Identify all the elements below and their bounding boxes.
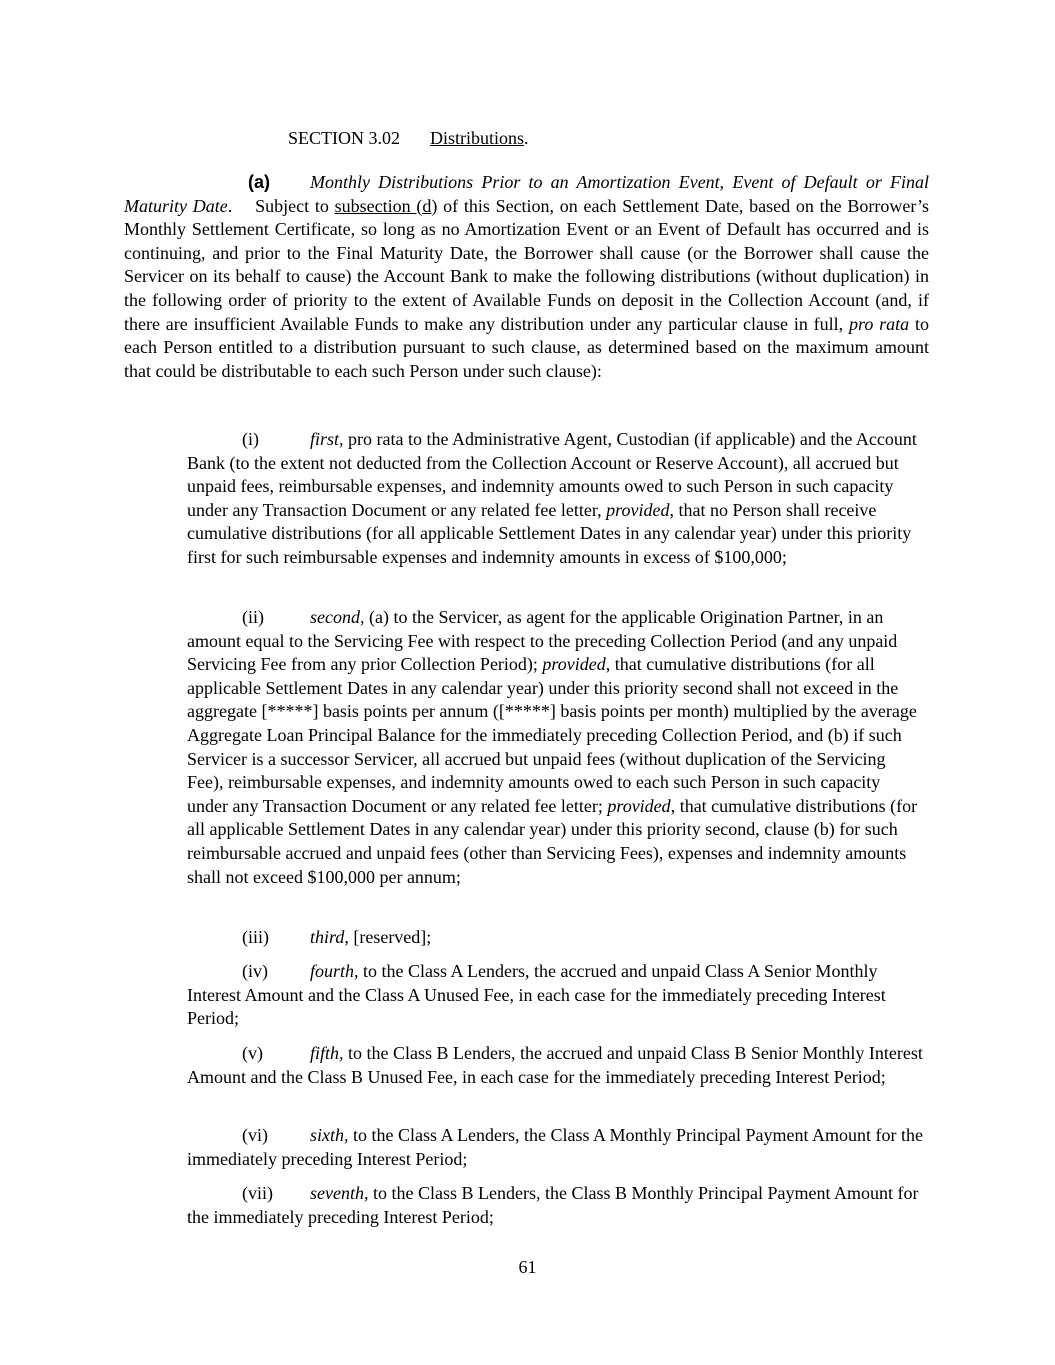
proviso-term: provided [607, 795, 671, 816]
item-ordinal: sixth, [310, 1125, 349, 1145]
list-item-iv [187, 960, 925, 1031]
item-text: , [reserved]; [344, 927, 432, 947]
item-ordinal: seventh [310, 1183, 364, 1203]
item-text: , that cumulative distributions (for all applicable Settlement Dates in any calendar year) under this priority second shall not exceed in the aggregate [*****] basis points per annum ([*****] basis points per month) multiplied by the average Aggregate Loan Principal Balance for the immediately preceding Collection Period, and (b) if such Servicer is a successor Servicer, all accrued but unpaid fees (without duplication of the Servicing Fee), reimbursable expenses, and indemnity amounts owed to each such Person in such capacity under any Transaction Document or any related fee letter; [187, 654, 917, 816]
item-number: (ii) [242, 607, 264, 627]
item-text: pro rata to the Administrative Agent, Custodian (if applicable) and the Account Bank (to the extent not deducted from the Collection Account or Reserve Account), all accrued but unpaid fees, reimbursable expenses, and indemnity amounts owed to such Person in such capacity under any Transaction Document or any related fee letter, [187, 429, 917, 520]
item-text: to the Class A Lenders, the accrued and unpaid Class A Senior Monthly Interest Amount and the Class A Unused Fee, in each case for the immediately preceding Interest Period; [187, 961, 886, 1029]
intro-text: of this Section, on each Settlement Date, based on the Borrower’s Monthly Settlement Certificate, so long as no Amortization Event or an Event of Default has occurred and is continuing, and prior to the Final Maturity Date, the Borrower shall cause (or the Borrower shall cause the Servicer on its behalf to cause) the Account Bank to make the following distributions (without duplication) in the following order of priority to the extent of Available Funds on deposit in the Collection Account (and, if there are insufficient Available Funds to make any distribution under any particular clause in full, [124, 195, 930, 334]
item-text: , that no Person shall receive cumulative distributions (for all applicable Settlement Dates in any calendar year) under this priority first for such reimbursable expenses and indemnity amounts in excess of $100,000; [187, 499, 912, 567]
item-text: , that cumulative distributions (for all applicable Settlement Dates in any calendar year) under this priority second, clause (b) for such reimbursable accrued and unpaid fees (other than Servicing Fees), expenses and indemnity amounts shall not exceed $100,000 per annum; [187, 795, 918, 887]
subsection-title: Monthly Distributions Prior to an Amortization Event, Event of Default or Final Maturity Date [124, 172, 929, 216]
section-heading [288, 126, 529, 150]
item-ordinal: first, [310, 429, 344, 449]
subsection-a-paragraph [124, 171, 929, 383]
item-number: (vii) [242, 1183, 273, 1203]
section-title-period: . [524, 128, 529, 148]
list-item-vii [187, 1182, 925, 1229]
intro-text: to each Person entitled to a distribution pursuant to such clause, as determined based on the maximum amount that could be distributable to each such Person under such clause): [124, 313, 929, 381]
item-number: (iii) [242, 927, 269, 947]
subsection-reference: subsection (d) [334, 195, 438, 216]
list-item-i [187, 428, 925, 570]
item-number: (iv) [242, 961, 268, 981]
page-number: 61 [518, 1257, 537, 1277]
item-number: (v) [242, 1043, 263, 1063]
item-text: to the Class A Lenders, the Class A Monthly Principal Payment Amount for the immediately preceding Interest Period; [187, 1125, 923, 1169]
list-item-ii [187, 606, 925, 889]
list-item-v [187, 1042, 925, 1089]
item-text: to the Class B Lenders, the accrued and unpaid Class B Senior Monthly Interest Amount and the Class B Unused Fee, in each case for the immediately preceding Interest Period; [187, 1043, 923, 1087]
list-item-vi [187, 1124, 925, 1171]
proviso-term: provided [606, 499, 670, 520]
section-number: SECTION 3.02 [288, 128, 400, 148]
subsection-title-period: . [227, 195, 233, 216]
item-ordinal: fifth, [310, 1043, 344, 1063]
list-item-iii [187, 926, 925, 950]
item-text: , to the Class B Lenders, the Class B Monthly Principal Payment Amount for the immediately preceding Interest Period; [187, 1183, 919, 1227]
intro-text: Subject to [255, 195, 335, 216]
item-number: (i) [242, 429, 259, 449]
item-number: (vi) [242, 1125, 268, 1145]
subsection-label: (a) [248, 172, 270, 192]
item-ordinal: fourth, [310, 961, 359, 981]
item-ordinal: third [310, 927, 345, 947]
item-ordinal: second [310, 607, 360, 627]
section-title: Distributions [430, 128, 525, 148]
item-text: , (a) to the Servicer, as agent for the applicable Origination Partner, in an amount equal to the Servicing Fee with respect to the preceding Collection Period (and any unpaid Servicing Fee from any prior Collection Period); [187, 607, 898, 675]
pro-rata-term: pro rata [848, 313, 910, 334]
proviso-term: provided [542, 654, 606, 675]
